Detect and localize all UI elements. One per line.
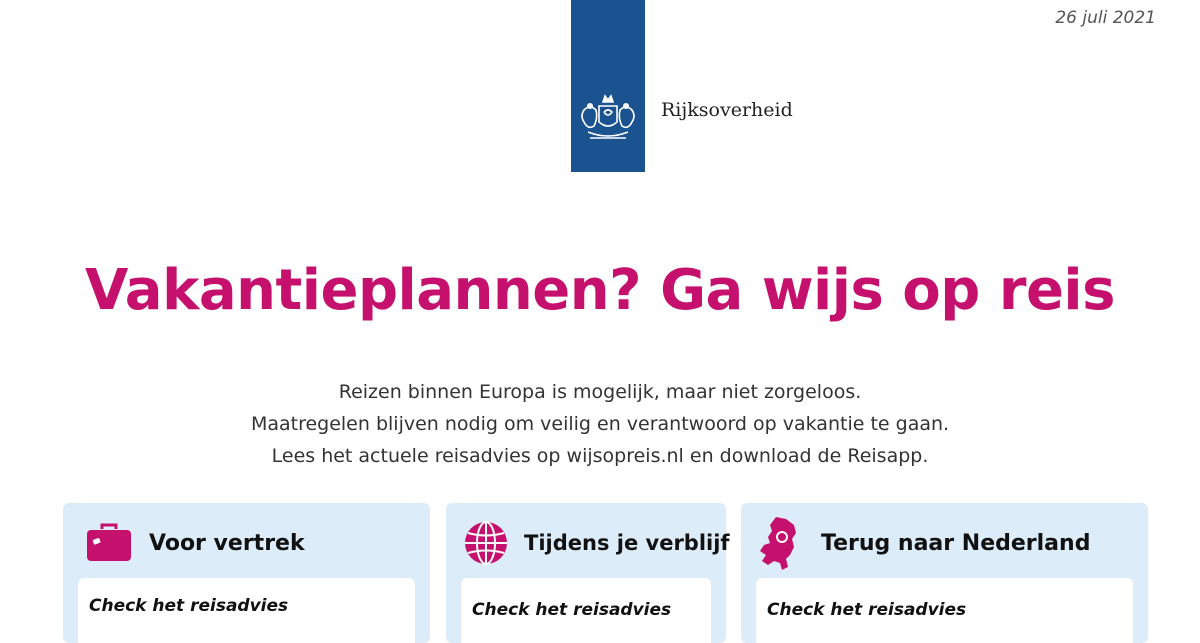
intro-text (0, 376, 1200, 472)
card-header (462, 519, 730, 567)
globe-icon (462, 519, 510, 567)
card-body (78, 578, 415, 643)
card-title: Tijdens je verblijf (524, 531, 730, 555)
page-title: Vakantieplannen? Ga wijs op reis (85, 258, 1115, 323)
card-item: Check het reisadvies (472, 600, 672, 620)
rijksoverheid-logo-bar (571, 0, 645, 172)
card-body (461, 578, 711, 643)
intro-line: Lees het actuele reisadvies op wijsopreis.nl en download de Reisapp. (271, 445, 929, 467)
card-body (756, 578, 1133, 643)
publication-date: 26 juli 2021 (1055, 8, 1156, 28)
card-header (755, 519, 1090, 567)
card-terug-naar-nederland (741, 503, 1148, 643)
suitcase-icon (85, 519, 133, 567)
card-tijdens-je-verblijf (446, 503, 730, 643)
intro-line: Reizen binnen Europa is mogelijk, maar niet zorgeloos. (338, 381, 862, 403)
card-title: Terug naar Nederland (821, 530, 1091, 556)
netherlands-map-icon (755, 519, 803, 567)
card-title: Voor vertrek (149, 530, 305, 556)
intro-line: Maatregelen blijven nodig om veilig en verantwoord op vakantie te gaan. (250, 413, 950, 435)
card-header (85, 519, 305, 567)
card-item: Check het reisadvies (767, 600, 967, 620)
card-item: Check het reisadvies (89, 596, 289, 616)
logo-wordmark: Rijksoverheid (661, 99, 793, 121)
card-voor-vertrek (63, 503, 430, 643)
coat-of-arms-icon (576, 92, 640, 154)
